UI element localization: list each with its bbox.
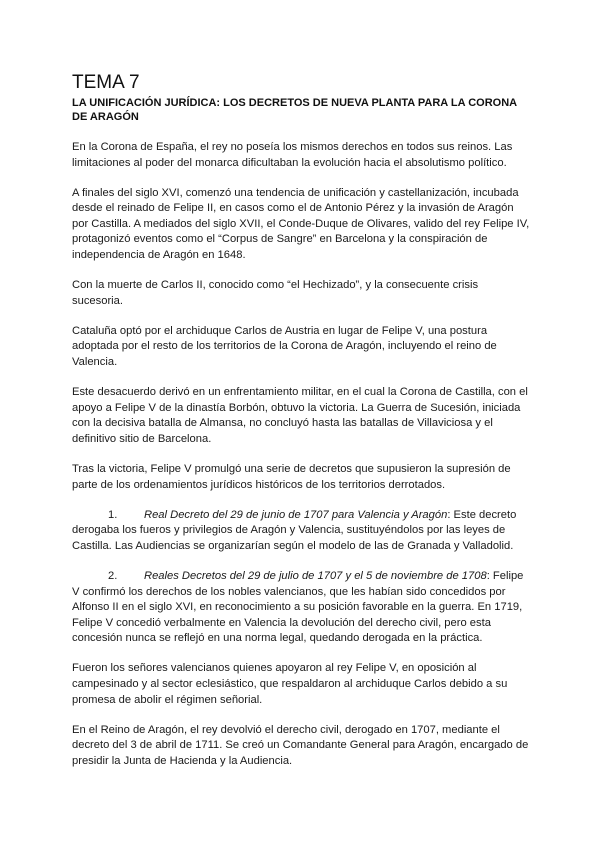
paragraph: Tras la victoria, Felipe V promulgó una serie de decretos que supusieron la supresión de parte de los ordenamientos jurídicos históricos de los territorios derrotados. (72, 463, 511, 491)
list-item-number: 1. (108, 508, 118, 521)
list-item-number: 2. (108, 569, 118, 582)
paragraph: Con la muerte de Carlos II, conocido como “el Hechizado”, y la consecuente crisis sucesoria. (72, 279, 479, 307)
list-item (72, 508, 532, 555)
list-item-text: : Felipe V confirmó los derechos de los nobles valencianos, que les habían sido concedidos por Alfonso II en el siglo XVI, en reconocimiento a su posición favorable en la guerra. En 1719, Felipe V concedió verbalmente en Valencia la devolución del derecho civil, pero esta concesión nunca se reflejó en una norma legal, quedando derogada en la práctica. (72, 569, 524, 645)
decree-reference: Reales Decretos del 29 de julio de 1707 y el 5 de noviembre de 1708 (144, 569, 487, 582)
list-item (72, 569, 532, 647)
page-subtitle: LA UNIFICACIÓN JURÍDICA: LOS DECRETOS DE NUEVA PLANTA PARA LA CORONA DE ARAGÓN (72, 97, 517, 123)
document-page (72, 73, 532, 784)
paragraph: En la Corona de España, el rey no poseía los mismos derechos en todos sus reinos. Las limitaciones al poder del monarca dificultaban la evolución hacia el absolutismo político. (72, 141, 513, 169)
paragraph: En el Reino de Aragón, el rey devolvió el derecho civil, derogado en 1707, mediante el decreto del 3 de abril de 1711. Se creó un Comandante General para Aragón, encargado de presidir la Junta de Hacienda y la Audiencia. (72, 723, 529, 767)
page-title: TEMA 7 (72, 72, 140, 93)
paragraph: Cataluña optó por el archiduque Carlos de Austria en lugar de Felipe V, una postura adoptada por el resto de los territorios de la Corona de Aragón, incluyendo el reino de Valencia. (72, 324, 497, 369)
paragraph: A finales del siglo XVI, comenzó una tendencia de unificación y castellanización, incubada desde el reinado de Felipe II, en casos como el de Antonio Pérez y la invasión de Aragón por Castilla. A mediados del siglo XVII, el Conde-Duque de Olivares, valido del rey Felipe IV, protagonizó eventos como el “Corpus de Sangre” en Barcelona y la conspiración de independencia de Aragón en 1648. (72, 186, 530, 262)
paragraph: Fueron los señores valencianos quienes apoyaron al rey Felipe V, en oposición al campesinado y al sector eclesiástico, que respaldaron al archiduque Carlos debido a su promesa de abolir el régimen señorial. (72, 662, 508, 706)
list-item-text: : Este decreto derogaba los fueros y privilegios de Aragón y Valencia, sustituyéndolos por las leyes de Castilla. Las Audiencias se organizarían según el modelo de las de Granada y Valladolid. (72, 508, 517, 552)
paragraph: Este desacuerdo derivó en un enfrentamiento militar, en el cual la Corona de Castilla, con el apoyo a Felipe V de la dinastía Borbón, obtuvo la victoria. La Guerra de Sucesión, iniciada con la decisiva batalla de Almansa, no concluyó hasta las batallas de Villaviciosa y el definitivo sitio de Barcelona. (72, 386, 528, 445)
decree-reference: Real Decreto del 29 de junio de 1707 para Valencia y Aragón (144, 508, 448, 521)
